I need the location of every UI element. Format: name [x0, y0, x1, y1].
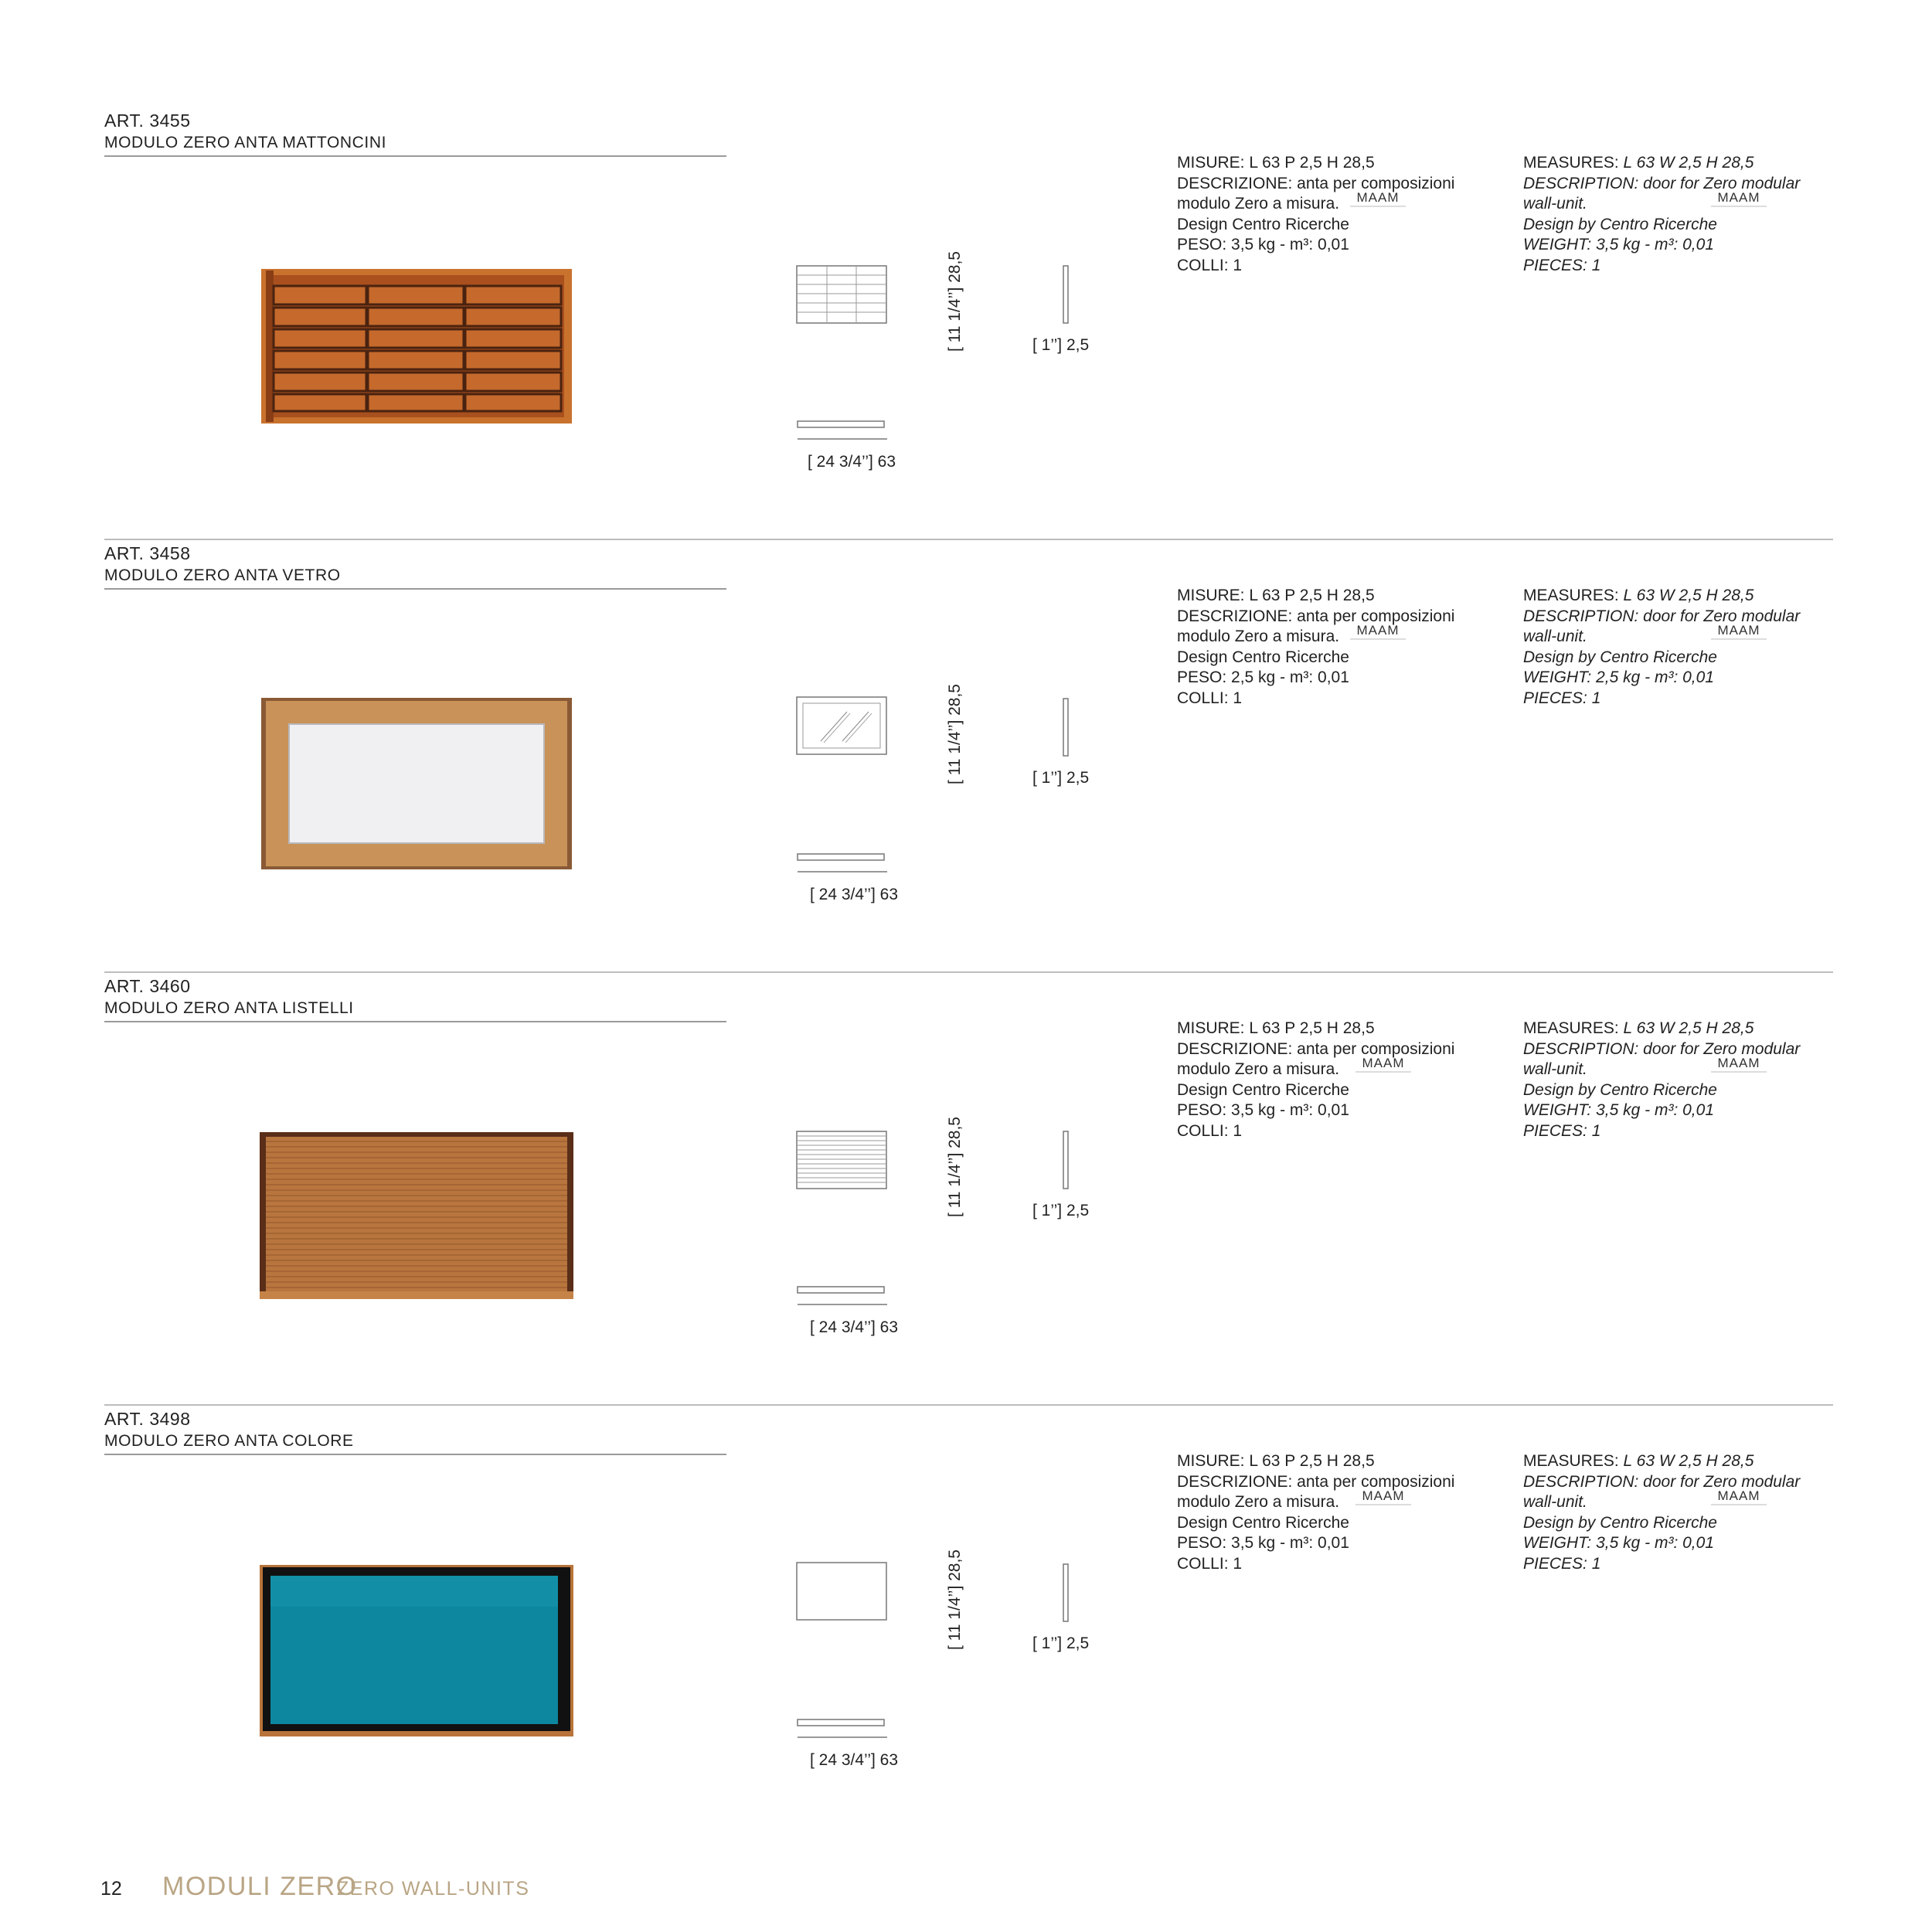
design-by: Design by Centro Ricerche: [1523, 1513, 1717, 1532]
description-line1: DESCRIPTION: door for Zero modular: [1523, 174, 1801, 192]
article-name: MODULO ZERO ANTA MATTONCINI: [104, 134, 387, 151]
spec-english: [1523, 1019, 1832, 1141]
svg-text:MAAM: MAAM: [1356, 190, 1400, 205]
misure: MISURE: L 63 P 2,5 H 28,5: [1177, 587, 1375, 604]
depth-dimension: [ 1’’] 2,5: [1032, 1634, 1090, 1652]
pieces: PIECES: 1: [1523, 1121, 1601, 1140]
width-dimension: [ 24 3/4’’] 63: [810, 1318, 899, 1336]
colli: COLLI: 1: [1177, 1554, 1243, 1573]
colli: COLLI: 1: [1177, 256, 1243, 274]
measures-value: L 63 W 2,5 H 28,5: [1623, 1019, 1754, 1037]
product-photo: [261, 269, 572, 423]
pieces: PIECES: 1: [1523, 689, 1601, 707]
misure: MISURE: L 63 P 2,5 H 28,5: [1177, 1019, 1375, 1037]
description-line2: wall-unit.: [1523, 1493, 1587, 1511]
spec-italian: [1177, 1451, 1486, 1574]
svg-text:MAAM: MAAM: [1717, 1488, 1760, 1503]
measures: [1523, 586, 1832, 607]
peso: PESO: 3,5 kg - m³: 0,01: [1177, 1534, 1349, 1552]
front-view-drawing: [796, 696, 893, 758]
maam-logo-icon: [1352, 1055, 1414, 1078]
descrizione-line2: modulo Zero a misura.: [1177, 628, 1340, 645]
descrizione-line1: DESCRIZIONE: anta per composizioni: [1177, 607, 1455, 625]
design-by: Design by Centro Ricerche: [1523, 215, 1717, 233]
page-number: 12: [100, 1878, 122, 1900]
maam-logo-icon: [1708, 1488, 1770, 1511]
weight: WEIGHT: 3,5 kg - m³: 0,01: [1523, 1101, 1714, 1119]
description-line1: DESCRIPTION: door for Zero modular: [1523, 1472, 1801, 1491]
top-view-drawing: [796, 1285, 896, 1308]
descrizione-line1: DESCRIZIONE: anta per composizioni: [1177, 1039, 1455, 1058]
article-name: MODULO ZERO ANTA LISTELLI: [104, 999, 354, 1017]
descrizione-line2: modulo Zero a misura.: [1177, 195, 1340, 213]
product-photo: [261, 698, 572, 869]
product-section-3460: [0, 976, 1932, 1409]
design: Design Centro Ricerche: [1177, 648, 1349, 666]
article-number: ART. 3458: [104, 543, 191, 563]
description-line2: wall-unit.: [1523, 1060, 1587, 1078]
product-section-3498: [0, 1409, 1932, 1842]
product-section-3458: [0, 543, 1932, 976]
design: Design Centro Ricerche: [1177, 1080, 1349, 1099]
design-by: Design by Centro Ricerche: [1523, 1080, 1717, 1099]
title-rule: [104, 1021, 726, 1022]
weight: WEIGHT: 3,5 kg - m³: 0,01: [1523, 1534, 1714, 1552]
measures-label: MEASURES:: [1523, 587, 1619, 604]
descrizione-line1: DESCRIZIONE: anta per composizioni: [1177, 174, 1455, 192]
width-dimension: [ 24 3/4’’] 63: [810, 1751, 899, 1769]
depth-dimension: [ 1’’] 2,5: [1032, 336, 1090, 354]
product-photo: [260, 1565, 573, 1736]
measures: [1523, 1019, 1832, 1039]
description-line2: wall-unit.: [1523, 628, 1587, 645]
width-dimension: [ 24 3/4’’] 63: [808, 453, 896, 471]
footer-subtitle: ZERO WALL-UNITS: [337, 1878, 530, 1900]
measures-label: MEASURES:: [1523, 1019, 1619, 1037]
description-line2: wall-unit.: [1523, 195, 1587, 213]
weight: WEIGHT: 2,5 kg - m³: 0,01: [1523, 668, 1714, 686]
section-divider: [104, 1404, 1833, 1406]
svg-text:MAAM: MAAM: [1717, 190, 1760, 205]
description-line1: DESCRIPTION: door for Zero modular: [1523, 607, 1801, 625]
footer-title: MODULI ZERO: [162, 1872, 358, 1901]
descrizione-line1: DESCRIZIONE: anta per composizioni: [1177, 1472, 1455, 1491]
front-view-drawing: [796, 1131, 893, 1192]
spec-english: [1523, 1451, 1832, 1574]
side-view-drawing: [1061, 265, 1072, 327]
spec-italian: [1177, 153, 1486, 276]
height-dimension: [ 11 1/4’’] 28,5: [946, 251, 964, 352]
maam-logo-icon: [1347, 189, 1409, 213]
side-view-drawing: [1061, 1563, 1072, 1625]
front-view-drawing: [796, 1562, 893, 1624]
title-rule: [104, 588, 726, 590]
colli: COLLI: 1: [1177, 1121, 1243, 1140]
colli: COLLI: 1: [1177, 689, 1243, 707]
article-number: ART. 3460: [104, 976, 191, 996]
maam-logo-icon: [1708, 622, 1770, 645]
product-photo: [260, 1132, 573, 1299]
top-view-drawing: [796, 420, 896, 443]
measures-label: MEASURES:: [1523, 1452, 1619, 1470]
pieces: PIECES: 1: [1523, 256, 1601, 274]
title-rule: [104, 1454, 726, 1455]
article-number: ART. 3498: [104, 1409, 191, 1429]
height-dimension: [ 11 1/4’’] 28,5: [946, 684, 964, 784]
measures-value: L 63 W 2,5 H 28,5: [1623, 587, 1754, 604]
design-by: Design by Centro Ricerche: [1523, 648, 1717, 666]
top-view-drawing: [796, 852, 896, 876]
title-rule: [104, 155, 726, 157]
svg-text:MAAM: MAAM: [1362, 1488, 1405, 1503]
weight: WEIGHT: 3,5 kg - m³: 0,01: [1523, 236, 1714, 253]
maam-logo-icon: [1708, 189, 1770, 213]
pieces: PIECES: 1: [1523, 1554, 1601, 1573]
spec-english: [1523, 586, 1832, 709]
article-name: MODULO ZERO ANTA COLORE: [104, 1432, 354, 1450]
height-dimension: [ 11 1/4’’] 28,5: [946, 1117, 964, 1217]
svg-text:MAAM: MAAM: [1362, 1056, 1405, 1070]
top-view-drawing: [796, 1718, 896, 1741]
descrizione-line2: modulo Zero a misura.: [1177, 1493, 1340, 1511]
peso: PESO: 3,5 kg - m³: 0,01: [1177, 236, 1349, 253]
depth-dimension: [ 1’’] 2,5: [1032, 1202, 1090, 1219]
article-number: ART. 3455: [104, 111, 191, 131]
peso: PESO: 3,5 kg - m³: 0,01: [1177, 1101, 1349, 1119]
side-view-drawing: [1061, 698, 1072, 760]
depth-dimension: [ 1’’] 2,5: [1032, 769, 1090, 787]
descrizione-line2: modulo Zero a misura.: [1177, 1060, 1340, 1078]
svg-text:MAAM: MAAM: [1356, 623, 1400, 638]
svg-text:MAAM: MAAM: [1717, 1056, 1760, 1070]
spec-italian: [1177, 1019, 1486, 1141]
peso: PESO: 2,5 kg - m³: 0,01: [1177, 668, 1349, 686]
width-dimension: [ 24 3/4’’] 63: [810, 886, 899, 903]
misure: MISURE: L 63 P 2,5 H 28,5: [1177, 154, 1375, 172]
measures-value: L 63 W 2,5 H 28,5: [1623, 154, 1754, 172]
height-dimension: [ 11 1/4’’] 28,5: [946, 1549, 964, 1650]
product-section-3455: [0, 111, 1932, 543]
section-divider: [104, 539, 1833, 540]
measures: [1523, 153, 1832, 174]
measures-label: MEASURES:: [1523, 154, 1619, 172]
design: Design Centro Ricerche: [1177, 215, 1349, 233]
side-view-drawing: [1061, 1131, 1072, 1192]
spec-english: [1523, 153, 1832, 276]
measures: [1523, 1451, 1832, 1472]
misure: MISURE: L 63 P 2,5 H 28,5: [1177, 1452, 1375, 1470]
article-name: MODULO ZERO ANTA VETRO: [104, 566, 341, 584]
maam-logo-icon: [1347, 622, 1409, 645]
section-divider: [104, 971, 1833, 973]
description-line1: DESCRIPTION: door for Zero modular: [1523, 1039, 1801, 1058]
front-view-drawing: [796, 265, 893, 327]
spec-italian: [1177, 586, 1486, 709]
design: Design Centro Ricerche: [1177, 1513, 1349, 1532]
maam-logo-icon: [1352, 1488, 1414, 1511]
maam-logo-icon: [1708, 1055, 1770, 1078]
svg-text:MAAM: MAAM: [1717, 623, 1760, 638]
measures-value: L 63 W 2,5 H 28,5: [1623, 1452, 1754, 1470]
